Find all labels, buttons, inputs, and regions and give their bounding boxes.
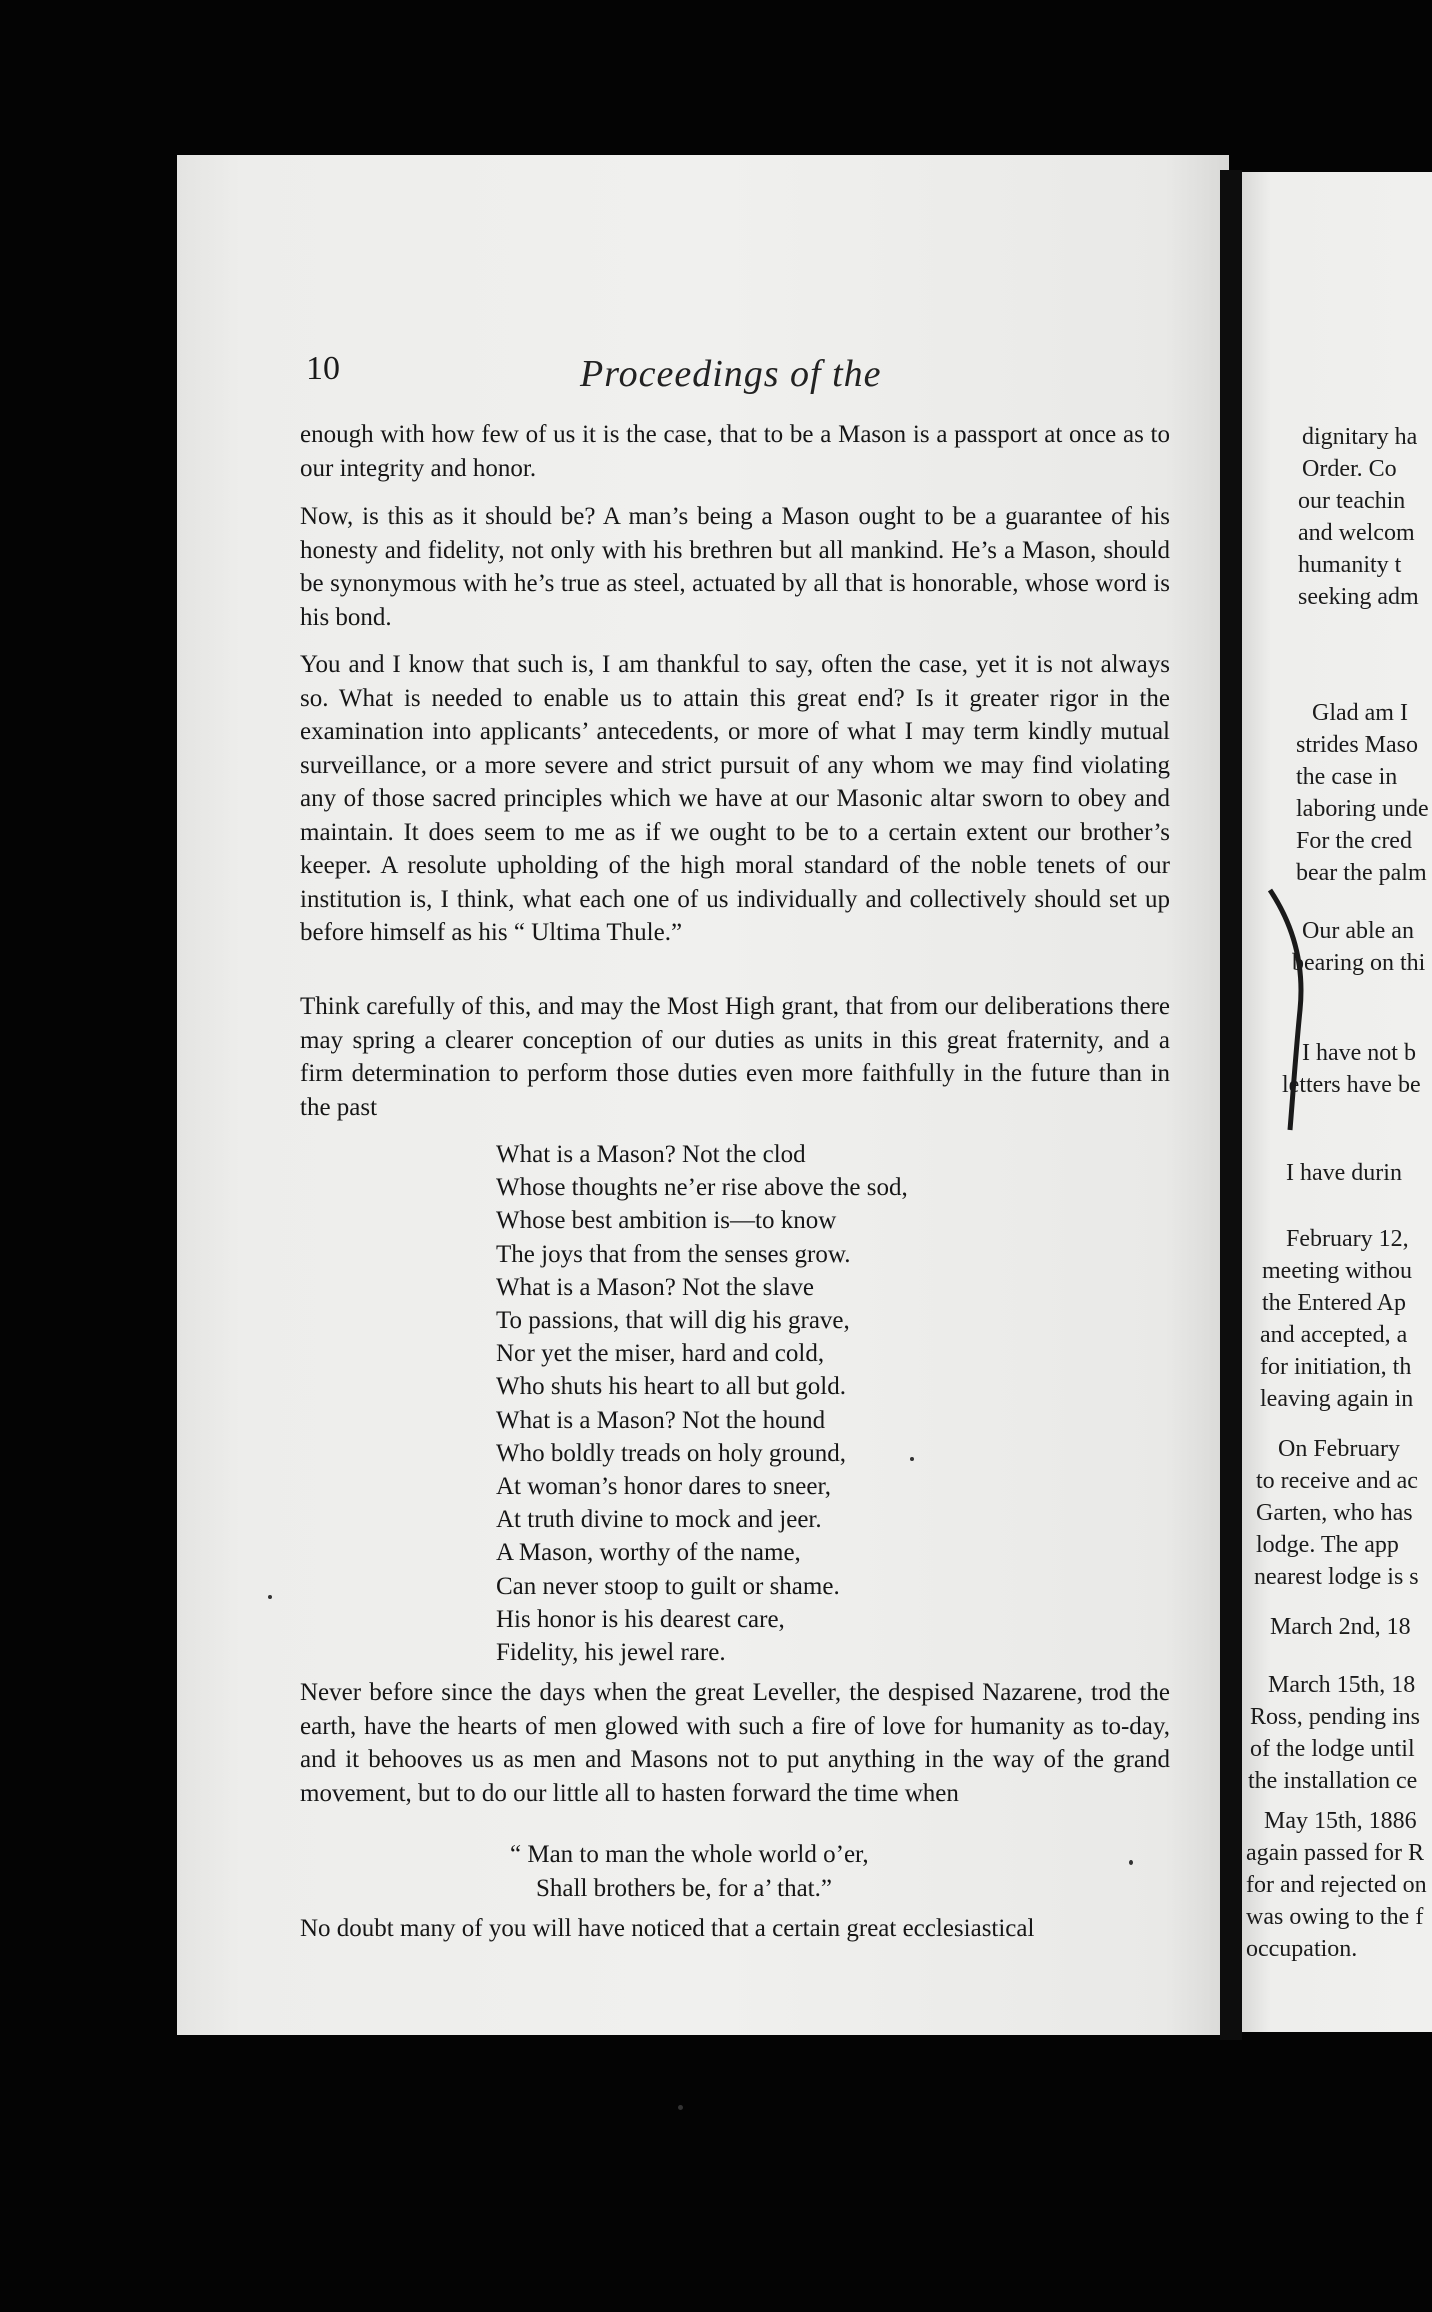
poem-line: Can never stoop to guilt or shame. <box>496 1572 840 1600</box>
right-page-line: to receive and ac <box>1256 1468 1418 1494</box>
poem-line: Fidelity, his jewel rare. <box>496 1639 726 1667</box>
right-page-line: strides Maso <box>1296 732 1418 758</box>
right-page-line: our teachin <box>1298 488 1406 514</box>
poem-line: At woman’s honor dares to sneer, <box>496 1473 832 1501</box>
right-page-line: meeting withou <box>1262 1258 1412 1284</box>
couplet-line: “ Man to man the whole world o’er, <box>510 1841 869 1868</box>
right-page-line: bearing on thi <box>1292 950 1426 976</box>
poem-line: A Mason, worthy of the name, <box>496 1539 801 1567</box>
scan-speck <box>268 1595 272 1599</box>
right-page-line: for and rejected on <box>1246 1872 1427 1898</box>
poem-line: What is a Mason? Not the hound <box>496 1406 826 1434</box>
right-page-line: was owing to the f <box>1246 1904 1424 1930</box>
right-page-line: and accepted, a <box>1260 1322 1408 1348</box>
poem-line: Who boldly treads on holy ground, <box>496 1439 846 1467</box>
right-page-line: the Entered Ap <box>1262 1290 1406 1316</box>
right-page-line: again passed for R <box>1246 1840 1424 1866</box>
paragraph-5: Never before since the days when the great Leveller, the despised Nazarene, trod the earth, have the hearts of men glowed with such a fire of love for humanity as to-day, and it behooves us as men and Masons not to put anything in the way of the grand movement, but to do our little all to hasten forward the time when <box>300 1679 1170 1807</box>
couplet-line: Shall brothers be, for a’ that.” <box>536 1875 832 1902</box>
right-page-line: humanity t <box>1298 552 1402 578</box>
right-page-line: For the cred <box>1296 828 1412 854</box>
scan-speck <box>1129 1860 1133 1865</box>
paragraph-6: No doubt many of you will have noticed that a certain great ecclesiastical <box>300 1915 1035 1942</box>
right-page-line: and welcom <box>1298 520 1415 546</box>
right-page-line: dignitary ha <box>1302 424 1418 450</box>
right-page-line: of the lodge until <box>1250 1736 1415 1762</box>
paragraph-1: enough with how few of us it is the case, that to be a Mason is a passport at once as to our integrity and honor. <box>300 421 1170 482</box>
paragraph-4: Think carefully of this, and may the Most High grant, that from our deliberations there may spring a clearer conception of our duties as units in this great fraternity, and a firm determination to perform those duties even more faithfully in the future than in the past <box>300 993 1170 1121</box>
poem-line: The joys that from the senses grow. <box>496 1240 851 1268</box>
right-page-line: bear the palm <box>1296 860 1427 886</box>
running-head: Proceedings of the <box>580 353 882 395</box>
right-page-line: I have durin <box>1286 1160 1402 1186</box>
right-page-line: February 12, <box>1286 1226 1409 1252</box>
right-page-line: Ross, pending ins <box>1250 1704 1421 1730</box>
right-page-line: On February <box>1278 1436 1400 1462</box>
right-page-line: I have not b <box>1302 1040 1416 1066</box>
right-page-line: March 15th, 18 <box>1268 1672 1416 1698</box>
page-gutter <box>1220 170 1242 2040</box>
right-page-line: laboring unde <box>1296 796 1429 822</box>
right-page-line: leaving again in <box>1260 1386 1414 1412</box>
scan-speck <box>910 1457 914 1461</box>
paragraph-3: You and I know that such is, I am thankful to say, often the case, yet it is not always so. What is needed to enable us to attain this great end? Is it greater rigor in the examination into applicants’ antecedents, or more of what I may term kindly mutual surveillance, or a more severe and strict pursuit of any whom we may find violating any of those sacred principles which we have at our Masonic altar sworn to obey and maintain. It does seem to me as if we ought to be to a certain extent our brother’s keeper. A resolute upholding of the high moral standard of the noble tenets of our institution is, I think, what each one of us individually and collectively should set up before himself as his “ Ultima Thule.” <box>300 651 1170 946</box>
right-page-line: letters have be <box>1282 1072 1421 1098</box>
right-page-line: Glad am I <box>1312 700 1408 726</box>
right-page-line: Our able an <box>1302 918 1414 944</box>
poem-line: Who shuts his heart to all but gold. <box>496 1373 846 1401</box>
right-page-line: occupation. <box>1246 1936 1358 1962</box>
right-page-line: lodge. The app <box>1256 1532 1399 1558</box>
poem-line: To passions, that will dig his grave, <box>496 1307 850 1335</box>
right-page-line: March 2nd, 18 <box>1270 1614 1411 1640</box>
pen-mark-scribble <box>1260 880 1320 1140</box>
paragraph-2: Now, is this as it should be? A man’s being a Mason ought to be a guarantee of his honesty and fidelity, not only with his brethren but all mankind. He’s a Mason, should be synonymous with he’s true as steel, actuated by all that is honorable, whose word is his bond. <box>300 503 1170 631</box>
poem-line: Nor yet the miser, hard and cold, <box>496 1340 825 1368</box>
quoted-couplet <box>510 1838 950 1906</box>
right-page-line: Order. Co <box>1302 456 1397 482</box>
poem-line: What is a Mason? Not the slave <box>496 1273 814 1301</box>
right-page-line: Garten, who has <box>1256 1500 1413 1526</box>
right-page-line: seeking adm <box>1298 584 1419 610</box>
poem-line: Whose thoughts ne’er rise above the sod, <box>496 1174 908 1202</box>
poem-line: Whose best ambition is—to know <box>496 1207 837 1235</box>
page-number: 10 <box>306 350 340 387</box>
poem <box>496 1138 976 1669</box>
right-page-line: May 15th, 1886 <box>1264 1808 1417 1834</box>
poem-line: What is a Mason? Not the clod <box>496 1141 806 1168</box>
right-page-line: for initiation, th <box>1260 1354 1412 1380</box>
right-page-line: nearest lodge is s <box>1254 1564 1419 1590</box>
poem-line: At truth divine to mock and jeer. <box>496 1506 822 1534</box>
scan-speck <box>678 2105 683 2110</box>
poem-line: His honor is his dearest care, <box>496 1605 785 1633</box>
right-page-line: the installation ce <box>1248 1768 1418 1794</box>
right-page-line: the case in <box>1296 764 1398 790</box>
